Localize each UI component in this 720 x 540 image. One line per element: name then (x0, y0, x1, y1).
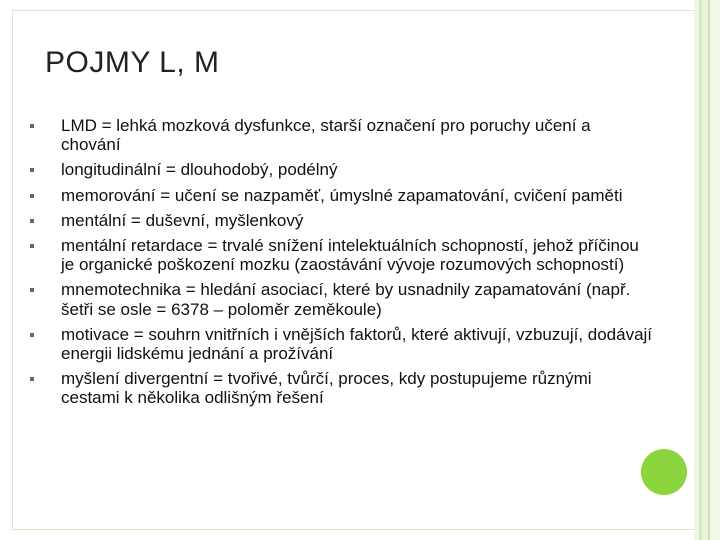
list-item-text: memorování = učení se nazpaměť, úmyslné zapamatování, cvičení paměti (61, 185, 623, 205)
list-item-text: mnemotechnika = hledání asociací, které by usnadnily zapamatování (např. šetři se osle = 6378 – poloměr zeměkoule) (61, 280, 631, 319)
bullet-list (28, 116, 653, 414)
green-circle-decoration (641, 449, 687, 495)
list-item (28, 236, 653, 274)
bullet-marker (30, 219, 34, 223)
decorative-stripes (694, 0, 720, 540)
list-item-text: longitudinální = dlouhodobý, podélný (61, 160, 338, 180)
bullet-marker (30, 168, 34, 172)
list-item (28, 211, 653, 230)
bullet-marker (30, 377, 34, 381)
list-item-text: myšlení divergentní = tvořivé, tvůrčí, proces, kdy postupujeme různými cestami k několika odlišným řešení (61, 369, 592, 408)
list-item (28, 325, 653, 363)
list-item-text: mentální = duševní, myšlenkový (61, 210, 304, 230)
bullet-marker (30, 124, 34, 128)
list-item-text: motivace = souhrn vnitřních i vnějších faktorů, které aktivují, vzbuzují, dodávají energii lidskému jednání a prožívání (61, 324, 653, 364)
list-item-text: mentální retardace = trvalé snížení intelektuálních schopností, jehož příčinou je organické poškození mozku (zaostávání vývoje rozumových schopností) (61, 236, 639, 275)
bullet-marker (30, 194, 34, 198)
list-item (28, 186, 653, 205)
bullet-marker (30, 288, 34, 292)
bullet-marker (30, 333, 34, 337)
list-item (28, 369, 653, 407)
list-item (28, 160, 653, 179)
stripe (710, 0, 720, 540)
bullet-marker (30, 244, 34, 248)
list-item (28, 116, 653, 154)
slide-title: POJMY L, M (45, 46, 220, 79)
list-item (28, 280, 653, 318)
list-item-text: LMD = lehká mozková dysfunkce, starší označení pro poruchy učení a chování (61, 116, 591, 155)
